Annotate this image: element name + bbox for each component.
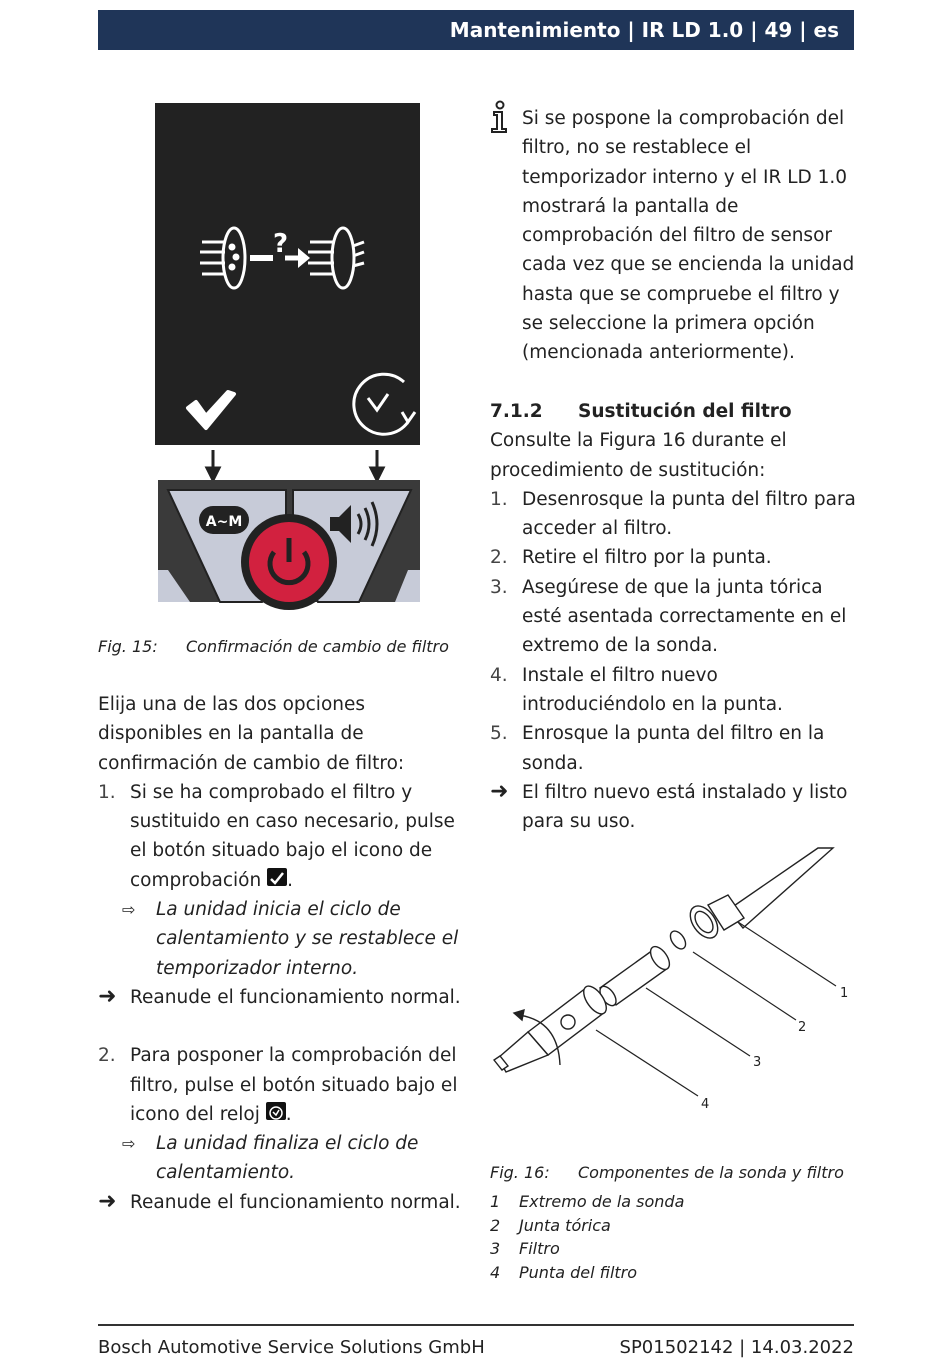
legend-text: Punta del filtro <box>519 1262 638 1282</box>
option-1-resume <box>98 983 468 1012</box>
power-button-icon <box>241 514 337 610</box>
section-heading <box>490 397 860 426</box>
callout-4: 4 <box>701 1097 710 1112</box>
option-1-result <box>98 895 468 983</box>
section-title: Sustitución del filtro <box>578 401 792 422</box>
legend-number: 3 <box>490 1239 501 1258</box>
arrow-right-icon: ➜ <box>490 778 509 804</box>
fig16-caption-text: Componentes de la sonda y filtro <box>578 1163 844 1182</box>
step-text: Instale el filtro nuevo introduciéndolo en la punta. <box>522 664 783 715</box>
am-label: A~M <box>205 514 243 530</box>
footer-company: Bosch Automotive Service Solutions GmbH <box>98 1337 485 1358</box>
left-text-column <box>98 690 468 1217</box>
legend-text: Filtro <box>519 1239 560 1258</box>
step-item <box>490 719 860 778</box>
option-2-text: Para posponer la comprobación del filtro, pulse el botón situado bajo el icono del reloj <box>130 1045 458 1125</box>
option-2-resume <box>98 1188 468 1217</box>
right-text-column <box>490 397 860 836</box>
legend-number: 2 <box>490 1215 501 1235</box>
info-icon <box>488 100 512 134</box>
option-2-end: . <box>285 1103 292 1125</box>
step-item <box>490 661 860 720</box>
option-1-resume-text: Reanude el funcionamiento normal. <box>130 986 461 1008</box>
option-1-end: . <box>287 869 293 891</box>
legend-item <box>490 1190 860 1214</box>
section-intro: Consulte la Figura 16 durante el procedimiento de sustitución: <box>490 430 787 481</box>
option-2-result <box>98 1129 468 1188</box>
option-1-text: Si se ha comprobado el filtro y sustituido en caso necesario, pulse el botón situado bajo el icono de comprobación <box>130 781 455 891</box>
fig16-label: Fig. 16: <box>490 1163 550 1182</box>
step-text: Enrosque la punta del filtro en la sonda. <box>522 723 825 774</box>
clock-inline-icon <box>266 1102 286 1120</box>
step-number: 1. <box>490 488 508 510</box>
footer-doc-id: SP01502142 | 14.03.2022 <box>619 1337 854 1358</box>
legend-text: Extremo de la sonda <box>519 1192 685 1211</box>
callout-3: 3 <box>753 1055 762 1070</box>
device-screen-illustration <box>150 100 425 612</box>
step-number: 5. <box>490 723 508 745</box>
option-1 <box>98 778 468 895</box>
option-1-result-text: La unidad inicia el ciclo de calentamiento y se restablece el temporizador interno. <box>156 899 459 979</box>
callout-1: 1 <box>840 986 849 1001</box>
replacement-result-text: El filtro nuevo está instalado y listo para su uso. <box>522 781 848 833</box>
step-text: Retire el filtro por la punta. <box>522 547 772 569</box>
step-text: Desenrosque la punta del filtro para acceder al filtro. <box>522 488 856 540</box>
option-2-number: 2. <box>98 1045 116 1067</box>
step-item <box>490 485 860 544</box>
option-1-number: 1. <box>98 781 116 803</box>
step-item <box>490 573 860 661</box>
footer-divider <box>98 1324 854 1326</box>
callout-2: 2 <box>798 1020 807 1035</box>
legend-text: Junta tórica <box>519 1215 611 1235</box>
step-number: 3. <box>490 576 508 598</box>
fig15-caption-text: Confirmación de cambio de filtro <box>186 637 449 656</box>
info-note-text: Si se pospone la comprobación del filtro, no se restablece el temporizador interno y el IR LD 1.0 mostrará la pantalla de comprobación del filtro de sensor cada vez que se encienda la unidad hasta que se compruebe el filtro y se seleccione la primera opción (mencionada anteriormente). <box>522 108 855 364</box>
question-mark-icon: ? <box>273 229 289 259</box>
arrow-right-icon: ➜ <box>98 983 117 1009</box>
result-arrow-icon: ⇨ <box>122 900 136 920</box>
options-intro: Elija una de las dos opciones disponibles en la pantalla de confirmación de cambio de filtro: <box>98 694 405 774</box>
info-note <box>522 104 862 368</box>
step-number: 4. <box>490 664 508 686</box>
step-item <box>490 543 860 572</box>
option-2-result-text: La unidad finaliza el ciclo de calentamiento. <box>156 1133 419 1184</box>
legend-item <box>490 1261 860 1285</box>
result-arrow-icon: ⇨ <box>122 1134 136 1154</box>
fig16-caption <box>490 1162 860 1184</box>
check-inline-icon <box>267 868 287 886</box>
option-2-resume-text: Reanude el funcionamiento normal. <box>130 1191 461 1213</box>
fig15-caption <box>98 636 468 658</box>
probe-filter-diagram <box>488 840 858 1130</box>
legend-number: 4 <box>490 1262 501 1282</box>
option-2 <box>98 1041 468 1129</box>
replacement-result <box>490 778 860 837</box>
legend-number: 1 <box>490 1192 501 1211</box>
step-number: 2. <box>490 547 508 569</box>
fig16-legend <box>490 1190 860 1284</box>
section-number: 7.1.2 <box>490 401 543 422</box>
page-header: Mantenimiento | IR LD 1.0 | 49 | es <box>98 10 854 50</box>
fig15-label: Fig. 15: <box>98 637 158 656</box>
step-text: Asegúrese de que la junta tórica esté asentada correctamente en el extremo de la sonda. <box>522 576 847 657</box>
legend-item <box>490 1237 860 1261</box>
arrow-right-icon: ➜ <box>98 1188 117 1214</box>
legend-item <box>490 1214 860 1238</box>
